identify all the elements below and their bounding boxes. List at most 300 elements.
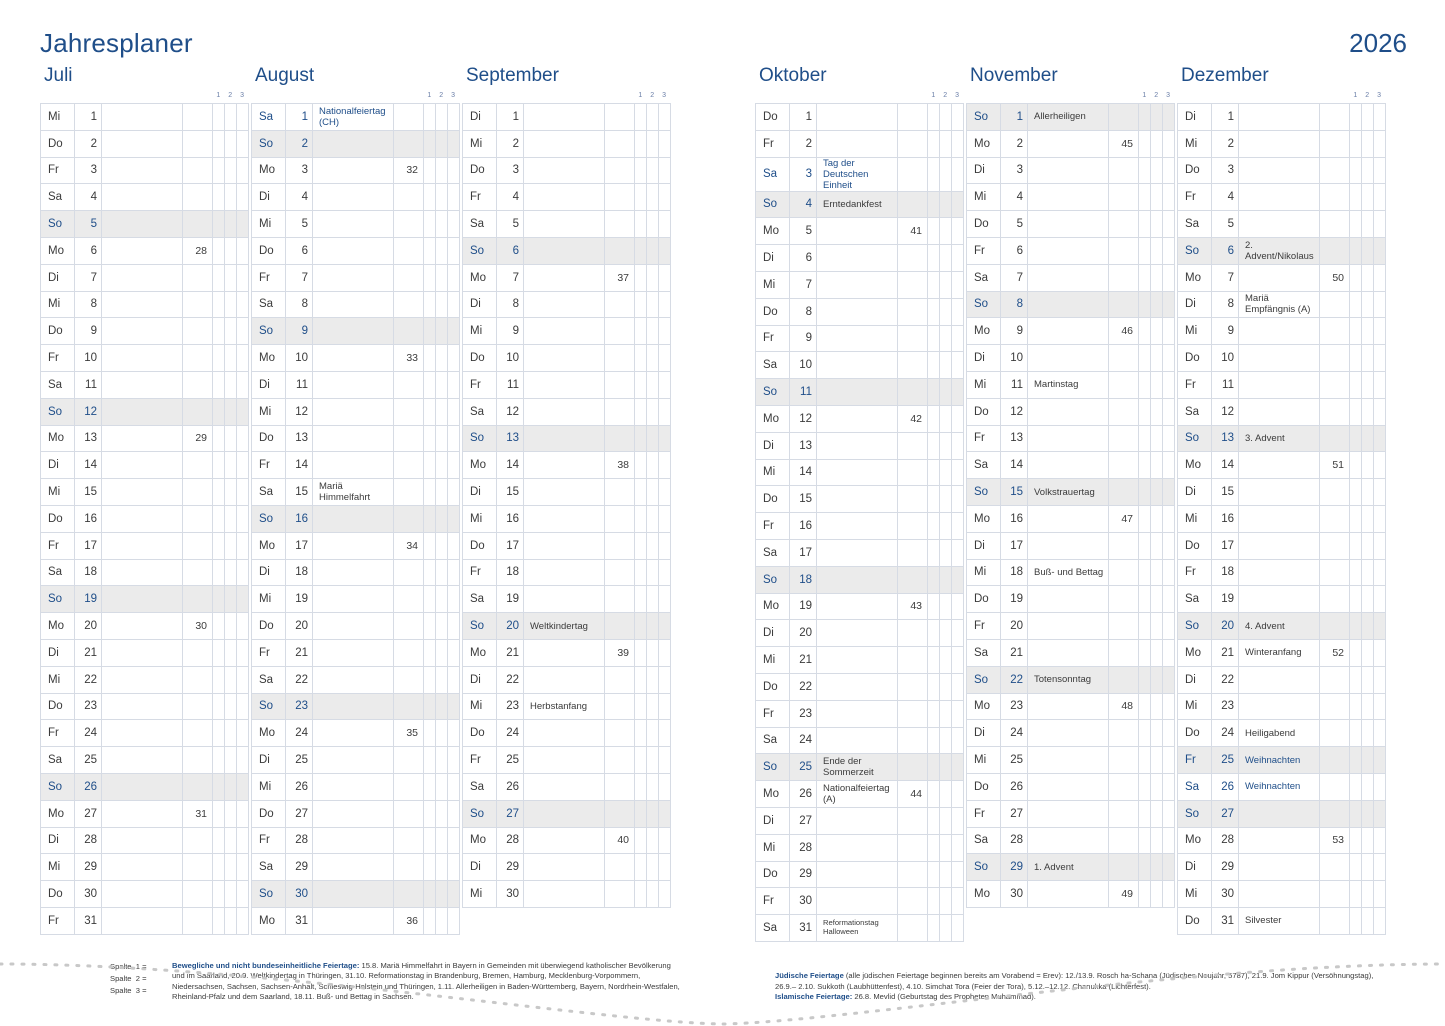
note-column-1[interactable] <box>424 371 436 398</box>
note-column-3[interactable] <box>659 104 671 131</box>
day-row[interactable] <box>41 586 249 613</box>
note-column-1[interactable] <box>1139 211 1151 238</box>
note-column-3[interactable] <box>448 345 460 372</box>
note-column-1[interactable] <box>424 398 436 425</box>
note-column-1[interactable] <box>1350 666 1362 693</box>
note-column-3[interactable] <box>952 352 964 379</box>
day-row[interactable] <box>756 104 964 131</box>
day-row[interactable] <box>41 907 249 934</box>
note-column-1[interactable] <box>424 854 436 881</box>
note-column-3[interactable] <box>448 318 460 345</box>
note-column-2[interactable] <box>225 559 237 586</box>
note-column-3[interactable] <box>659 291 671 318</box>
day-event-label[interactable] <box>102 907 183 934</box>
day-row[interactable] <box>1178 559 1386 586</box>
note-column-3[interactable] <box>1163 157 1175 184</box>
day-event-label[interactable]: Nationalfeiertag (A) <box>817 781 898 808</box>
note-column-2[interactable] <box>647 184 659 211</box>
note-column-2[interactable] <box>1362 907 1374 934</box>
note-column-3[interactable] <box>952 325 964 352</box>
day-row[interactable] <box>41 532 249 559</box>
note-column-3[interactable] <box>1374 613 1386 640</box>
note-column-1[interactable] <box>213 907 225 934</box>
note-column-2[interactable] <box>436 666 448 693</box>
note-column-1[interactable] <box>213 800 225 827</box>
note-column-1[interactable] <box>1139 881 1151 908</box>
note-column-3[interactable] <box>659 613 671 640</box>
note-column-2[interactable] <box>225 800 237 827</box>
day-event-label[interactable] <box>817 486 898 513</box>
note-column-3[interactable] <box>952 834 964 861</box>
note-column-1[interactable] <box>424 720 436 747</box>
day-row[interactable] <box>1178 613 1386 640</box>
note-column-3[interactable] <box>1374 291 1386 318</box>
day-event-label[interactable] <box>102 854 183 881</box>
day-event-label[interactable] <box>817 298 898 325</box>
note-column-3[interactable] <box>659 773 671 800</box>
day-row[interactable] <box>756 566 964 593</box>
day-row[interactable] <box>967 827 1175 854</box>
day-row[interactable] <box>967 479 1175 506</box>
note-column-3[interactable] <box>237 452 249 479</box>
day-event-label[interactable] <box>313 907 394 934</box>
note-column-3[interactable] <box>1163 425 1175 452</box>
note-column-3[interactable] <box>1374 720 1386 747</box>
day-row[interactable] <box>756 861 964 888</box>
note-column-1[interactable] <box>928 861 940 888</box>
day-row[interactable] <box>252 130 460 157</box>
note-column-3[interactable] <box>237 747 249 774</box>
note-column-3[interactable] <box>1163 586 1175 613</box>
day-event-label[interactable] <box>102 800 183 827</box>
note-column-2[interactable] <box>647 720 659 747</box>
note-column-2[interactable] <box>436 104 448 131</box>
day-row[interactable] <box>1178 586 1386 613</box>
note-column-1[interactable] <box>1350 505 1362 532</box>
note-column-2[interactable] <box>1362 693 1374 720</box>
note-column-3[interactable] <box>1163 881 1175 908</box>
note-column-3[interactable] <box>1374 505 1386 532</box>
note-column-3[interactable] <box>237 184 249 211</box>
note-column-2[interactable] <box>1362 104 1374 131</box>
day-row[interactable] <box>756 620 964 647</box>
day-row[interactable] <box>756 781 964 808</box>
note-column-3[interactable] <box>952 157 964 191</box>
day-row[interactable] <box>756 915 964 942</box>
note-column-3[interactable] <box>448 532 460 559</box>
day-event-label[interactable]: Herbstanfang <box>524 693 605 720</box>
day-row[interactable] <box>756 700 964 727</box>
note-column-2[interactable] <box>940 620 952 647</box>
note-column-2[interactable] <box>436 398 448 425</box>
day-event-label[interactable]: Ende der Sommerzeit <box>817 754 898 781</box>
note-column-3[interactable] <box>659 827 671 854</box>
day-event-label[interactable]: Mariä Empfängnis (A) <box>1239 291 1320 318</box>
note-column-2[interactable] <box>1151 559 1163 586</box>
note-column-1[interactable] <box>1350 264 1362 291</box>
note-column-3[interactable] <box>237 398 249 425</box>
day-event-label[interactable] <box>1239 800 1320 827</box>
note-column-3[interactable] <box>1163 693 1175 720</box>
note-column-1[interactable] <box>213 720 225 747</box>
note-column-2[interactable] <box>1151 211 1163 238</box>
day-event-label[interactable] <box>313 747 394 774</box>
day-row[interactable] <box>967 452 1175 479</box>
day-row[interactable] <box>756 298 964 325</box>
day-event-label[interactable]: Mariä Himmelfahrt <box>313 479 394 506</box>
note-column-2[interactable] <box>647 318 659 345</box>
note-column-1[interactable] <box>1139 371 1151 398</box>
day-row[interactable] <box>463 130 671 157</box>
day-event-label[interactable] <box>102 773 183 800</box>
note-column-3[interactable] <box>237 505 249 532</box>
note-column-1[interactable] <box>213 613 225 640</box>
note-column-3[interactable] <box>659 559 671 586</box>
note-column-1[interactable] <box>635 104 647 131</box>
note-column-2[interactable] <box>225 747 237 774</box>
note-column-1[interactable] <box>635 184 647 211</box>
day-row[interactable] <box>1178 104 1386 131</box>
note-column-2[interactable] <box>225 639 237 666</box>
day-event-label[interactable] <box>524 532 605 559</box>
note-column-2[interactable] <box>225 318 237 345</box>
note-column-3[interactable] <box>448 479 460 506</box>
day-row[interactable] <box>463 693 671 720</box>
note-column-2[interactable] <box>225 157 237 184</box>
day-row[interactable] <box>463 854 671 881</box>
day-row[interactable] <box>41 854 249 881</box>
note-column-3[interactable] <box>448 505 460 532</box>
note-column-1[interactable] <box>635 854 647 881</box>
note-column-1[interactable] <box>213 639 225 666</box>
day-row[interactable] <box>252 800 460 827</box>
note-column-2[interactable] <box>1151 479 1163 506</box>
day-event-label[interactable] <box>1239 318 1320 345</box>
day-row[interactable] <box>41 237 249 264</box>
day-row[interactable] <box>252 345 460 372</box>
note-column-3[interactable] <box>1163 104 1175 131</box>
day-row[interactable] <box>463 157 671 184</box>
note-column-3[interactable] <box>1374 157 1386 184</box>
note-column-2[interactable] <box>436 157 448 184</box>
note-column-1[interactable] <box>635 827 647 854</box>
day-row[interactable] <box>1178 827 1386 854</box>
day-event-label[interactable] <box>313 666 394 693</box>
note-column-3[interactable] <box>1163 479 1175 506</box>
day-event-label[interactable] <box>817 130 898 157</box>
day-row[interactable] <box>1178 264 1386 291</box>
note-column-3[interactable] <box>448 452 460 479</box>
day-row[interactable] <box>463 747 671 774</box>
day-event-label[interactable] <box>524 800 605 827</box>
day-event-label[interactable] <box>1239 211 1320 238</box>
note-column-2[interactable] <box>436 452 448 479</box>
day-row[interactable] <box>41 291 249 318</box>
note-column-2[interactable] <box>225 211 237 238</box>
day-row[interactable] <box>463 318 671 345</box>
note-column-1[interactable] <box>635 666 647 693</box>
note-column-2[interactable] <box>1362 800 1374 827</box>
note-column-1[interactable] <box>1350 479 1362 506</box>
day-row[interactable] <box>756 459 964 486</box>
day-row[interactable] <box>252 237 460 264</box>
day-event-label[interactable] <box>313 398 394 425</box>
note-column-3[interactable] <box>1374 773 1386 800</box>
note-column-2[interactable] <box>225 425 237 452</box>
day-event-label[interactable] <box>524 425 605 452</box>
note-column-3[interactable] <box>952 861 964 888</box>
day-event-label[interactable] <box>524 881 605 908</box>
note-column-2[interactable] <box>940 888 952 915</box>
day-event-label[interactable] <box>1028 639 1109 666</box>
note-column-3[interactable] <box>952 539 964 566</box>
note-column-1[interactable] <box>424 773 436 800</box>
day-row[interactable] <box>463 720 671 747</box>
note-column-2[interactable] <box>940 539 952 566</box>
note-column-1[interactable] <box>424 211 436 238</box>
note-column-3[interactable] <box>1374 827 1386 854</box>
note-column-1[interactable] <box>928 245 940 272</box>
note-column-2[interactable] <box>436 800 448 827</box>
note-column-3[interactable] <box>448 773 460 800</box>
note-column-2[interactable] <box>1362 425 1374 452</box>
day-row[interactable] <box>41 157 249 184</box>
note-column-2[interactable] <box>225 854 237 881</box>
day-event-label[interactable] <box>1028 345 1109 372</box>
note-column-2[interactable] <box>940 298 952 325</box>
note-column-2[interactable] <box>225 532 237 559</box>
note-column-3[interactable] <box>659 184 671 211</box>
day-row[interactable] <box>252 827 460 854</box>
day-event-label[interactable] <box>102 398 183 425</box>
day-event-label[interactable]: Weihnachten <box>1239 747 1320 774</box>
day-event-label[interactable] <box>313 613 394 640</box>
note-column-1[interactable] <box>928 673 940 700</box>
day-row[interactable] <box>41 881 249 908</box>
day-row[interactable] <box>41 720 249 747</box>
note-column-2[interactable] <box>436 559 448 586</box>
day-event-label[interactable] <box>313 693 394 720</box>
note-column-3[interactable] <box>1163 264 1175 291</box>
day-event-label[interactable] <box>524 720 605 747</box>
day-row[interactable] <box>463 237 671 264</box>
day-row[interactable] <box>1178 479 1386 506</box>
note-column-2[interactable] <box>1151 130 1163 157</box>
note-column-3[interactable] <box>659 211 671 238</box>
day-row[interactable] <box>967 720 1175 747</box>
note-column-1[interactable] <box>213 505 225 532</box>
day-row[interactable] <box>41 425 249 452</box>
day-row[interactable] <box>41 666 249 693</box>
note-column-3[interactable] <box>659 666 671 693</box>
day-row[interactable] <box>463 773 671 800</box>
note-column-1[interactable] <box>213 827 225 854</box>
day-row[interactable] <box>252 720 460 747</box>
day-event-label[interactable]: Totensonntag <box>1028 666 1109 693</box>
day-row[interactable] <box>463 452 671 479</box>
note-column-1[interactable] <box>213 130 225 157</box>
day-row[interactable] <box>1178 639 1386 666</box>
day-event-label[interactable] <box>1239 505 1320 532</box>
note-column-1[interactable] <box>1139 854 1151 881</box>
note-column-2[interactable] <box>940 781 952 808</box>
day-row[interactable] <box>1178 452 1386 479</box>
note-column-2[interactable] <box>1362 184 1374 211</box>
note-column-1[interactable] <box>1139 586 1151 613</box>
note-column-3[interactable] <box>448 747 460 774</box>
day-row[interactable] <box>967 505 1175 532</box>
note-column-2[interactable] <box>1151 318 1163 345</box>
note-column-2[interactable] <box>1151 157 1163 184</box>
note-column-1[interactable] <box>424 639 436 666</box>
note-column-3[interactable] <box>1374 425 1386 452</box>
note-column-1[interactable] <box>1139 827 1151 854</box>
day-row[interactable] <box>252 157 460 184</box>
note-column-3[interactable] <box>952 513 964 540</box>
day-event-label[interactable] <box>313 827 394 854</box>
day-row[interactable] <box>463 345 671 372</box>
note-column-2[interactable] <box>940 191 952 218</box>
note-column-2[interactable] <box>1151 505 1163 532</box>
day-event-label[interactable] <box>1028 264 1109 291</box>
note-column-3[interactable] <box>952 673 964 700</box>
note-column-2[interactable] <box>647 237 659 264</box>
day-row[interactable] <box>252 264 460 291</box>
note-column-3[interactable] <box>1163 130 1175 157</box>
note-column-2[interactable] <box>647 854 659 881</box>
note-column-3[interactable] <box>1163 559 1175 586</box>
day-row[interactable] <box>1178 881 1386 908</box>
note-column-2[interactable] <box>647 104 659 131</box>
day-row[interactable] <box>252 211 460 238</box>
day-event-label[interactable] <box>817 673 898 700</box>
day-event-label[interactable] <box>102 371 183 398</box>
day-event-label[interactable] <box>817 245 898 272</box>
day-row[interactable] <box>41 613 249 640</box>
day-event-label[interactable]: Erntedankfest <box>817 191 898 218</box>
note-column-2[interactable] <box>647 345 659 372</box>
day-row[interactable] <box>1178 157 1386 184</box>
day-event-label[interactable] <box>817 218 898 245</box>
note-column-3[interactable] <box>1163 371 1175 398</box>
note-column-2[interactable] <box>647 452 659 479</box>
day-event-label[interactable]: Winteranfang <box>1239 639 1320 666</box>
day-row[interactable] <box>252 291 460 318</box>
note-column-2[interactable] <box>1362 264 1374 291</box>
day-event-label[interactable] <box>817 352 898 379</box>
note-column-1[interactable] <box>928 191 940 218</box>
day-event-label[interactable] <box>1239 854 1320 881</box>
note-column-3[interactable] <box>952 379 964 406</box>
note-column-3[interactable] <box>952 807 964 834</box>
note-column-3[interactable] <box>237 693 249 720</box>
note-column-2[interactable] <box>940 647 952 674</box>
note-column-3[interactable] <box>237 800 249 827</box>
note-column-2[interactable] <box>225 264 237 291</box>
day-row[interactable] <box>756 432 964 459</box>
note-column-2[interactable] <box>1151 747 1163 774</box>
note-column-1[interactable] <box>1139 104 1151 131</box>
note-column-1[interactable] <box>424 425 436 452</box>
day-event-label[interactable] <box>102 184 183 211</box>
day-row[interactable] <box>252 505 460 532</box>
note-column-1[interactable] <box>928 513 940 540</box>
day-row[interactable] <box>1178 184 1386 211</box>
day-event-label[interactable] <box>1239 827 1320 854</box>
note-column-2[interactable] <box>1151 854 1163 881</box>
day-row[interactable] <box>41 693 249 720</box>
note-column-2[interactable] <box>940 700 952 727</box>
day-event-label[interactable] <box>313 371 394 398</box>
day-event-label[interactable]: Martinstag <box>1028 371 1109 398</box>
note-column-1[interactable] <box>635 800 647 827</box>
note-column-3[interactable] <box>1374 693 1386 720</box>
note-column-3[interactable] <box>952 888 964 915</box>
day-event-label[interactable] <box>1028 318 1109 345</box>
note-column-1[interactable] <box>213 479 225 506</box>
note-column-2[interactable] <box>1362 211 1374 238</box>
day-row[interactable] <box>1178 747 1386 774</box>
day-row[interactable] <box>967 747 1175 774</box>
note-column-1[interactable] <box>1350 559 1362 586</box>
note-column-3[interactable] <box>237 425 249 452</box>
note-column-3[interactable] <box>448 666 460 693</box>
note-column-2[interactable] <box>940 157 952 191</box>
note-column-2[interactable] <box>1362 827 1374 854</box>
day-event-label[interactable] <box>524 291 605 318</box>
note-column-3[interactable] <box>237 345 249 372</box>
note-column-3[interactable] <box>1163 532 1175 559</box>
note-column-3[interactable] <box>1374 586 1386 613</box>
day-event-label[interactable] <box>1028 693 1109 720</box>
note-column-1[interactable] <box>1139 693 1151 720</box>
day-row[interactable] <box>1178 291 1386 318</box>
note-column-3[interactable] <box>659 505 671 532</box>
note-column-2[interactable] <box>436 827 448 854</box>
day-row[interactable] <box>252 613 460 640</box>
note-column-2[interactable] <box>225 130 237 157</box>
note-column-1[interactable] <box>1350 291 1362 318</box>
day-event-label[interactable] <box>524 827 605 854</box>
note-column-1[interactable] <box>213 773 225 800</box>
note-column-1[interactable] <box>213 345 225 372</box>
note-column-2[interactable] <box>1362 773 1374 800</box>
note-column-2[interactable] <box>1151 720 1163 747</box>
note-column-3[interactable] <box>1163 800 1175 827</box>
note-column-1[interactable] <box>635 505 647 532</box>
day-row[interactable] <box>756 157 964 191</box>
note-column-2[interactable] <box>1151 639 1163 666</box>
day-row[interactable] <box>1178 773 1386 800</box>
note-column-2[interactable] <box>436 184 448 211</box>
note-column-1[interactable] <box>1350 613 1362 640</box>
note-column-2[interactable] <box>647 157 659 184</box>
note-column-3[interactable] <box>1163 747 1175 774</box>
note-column-1[interactable] <box>1139 720 1151 747</box>
note-column-1[interactable] <box>1350 237 1362 264</box>
note-column-2[interactable] <box>940 486 952 513</box>
day-event-label[interactable] <box>313 639 394 666</box>
note-column-2[interactable] <box>1362 720 1374 747</box>
note-column-1[interactable] <box>928 754 940 781</box>
note-column-2[interactable] <box>1362 666 1374 693</box>
day-event-label[interactable] <box>524 318 605 345</box>
note-column-2[interactable] <box>436 532 448 559</box>
day-event-label[interactable] <box>817 539 898 566</box>
day-event-label[interactable] <box>1239 184 1320 211</box>
note-column-2[interactable] <box>647 505 659 532</box>
note-column-1[interactable] <box>424 693 436 720</box>
